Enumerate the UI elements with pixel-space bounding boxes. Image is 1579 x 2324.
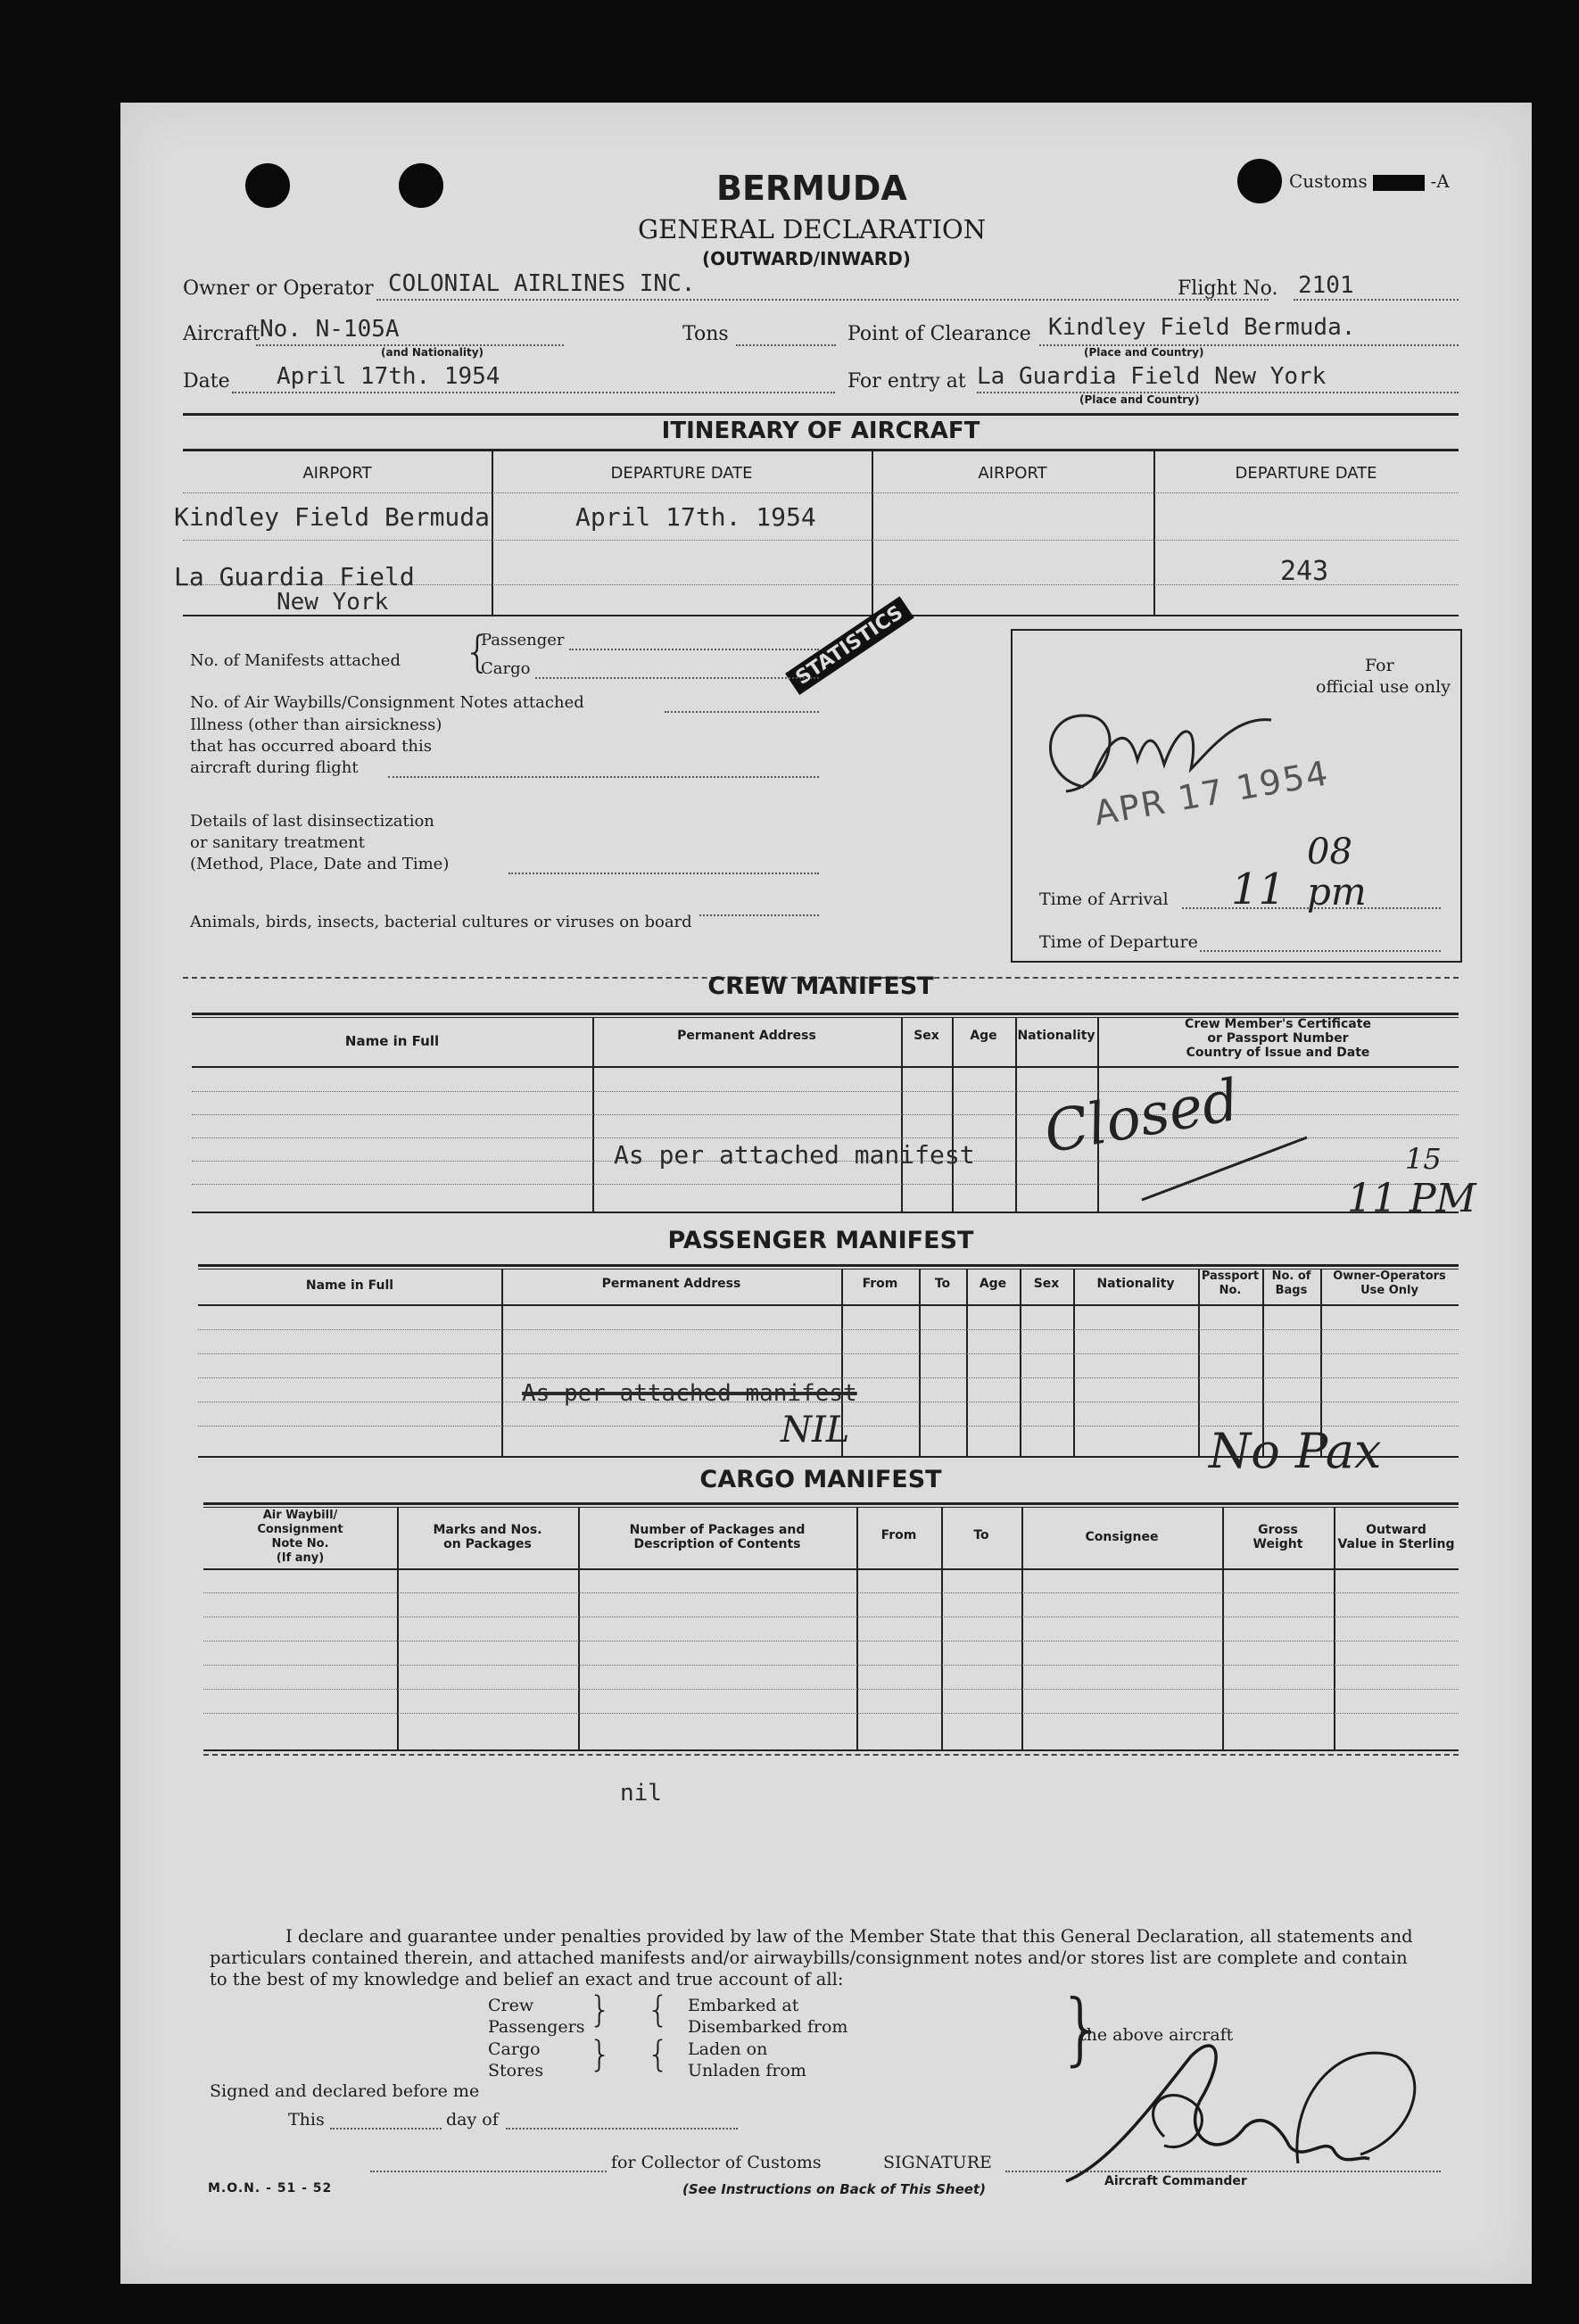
itinerary-col-airport-1: AIRPORT <box>302 464 372 483</box>
crew-col-age: Age <box>970 1029 997 1043</box>
departure-time-label: Time of Departure <box>1039 932 1198 952</box>
manifests-label: No. of Manifests attached <box>190 651 401 670</box>
itinerary-title: ITINERARY OF AIRCRAFT <box>661 418 980 444</box>
illness-line2: that has occurred aboard this <box>190 737 432 756</box>
customs-label-text: Customs <box>1289 170 1368 192</box>
owner-value: COLONIAL AIRLINES INC. <box>388 270 696 297</box>
pax-nil-note: NIL <box>781 1410 850 1451</box>
cargo-col-waybill-line3: Note No. <box>271 1537 329 1551</box>
disinsect-line1: Details of last disinsectization <box>190 812 434 831</box>
cargo-col-waybill-line1: Air Waybill/ <box>262 1509 338 1522</box>
cargo-col-waybill-line4: (If any) <box>276 1551 325 1565</box>
declaration-form <box>120 103 1532 2284</box>
crew-closed-time: 11 PM <box>1347 1176 1476 1221</box>
cargo-col-marks-line2: on Packages <box>443 1537 532 1551</box>
arrival-minute: 08 <box>1307 831 1352 873</box>
crew-closed-strike <box>1137 1129 1316 1209</box>
form-title: BERMUDA <box>716 169 907 208</box>
official-use-label: official use only <box>1316 677 1451 697</box>
cargo-col-gross-line2: Weight <box>1252 1537 1303 1551</box>
statistics-stamp: STATISTICS <box>785 596 914 695</box>
official-use-box <box>1011 629 1462 963</box>
manifests-brace: { <box>464 627 492 677</box>
brace-4: { <box>647 2034 670 2075</box>
cargo-col-marks-line1: Marks and Nos. <box>433 1523 542 1537</box>
pax-col-passport-line2: No. <box>1219 1284 1242 1297</box>
pax-col-address: Permanent Address <box>601 1277 741 1291</box>
decl-cargo: Cargo <box>488 2039 541 2059</box>
crew-col-cert-line3: Country of Issue and Date <box>1186 1046 1370 1060</box>
itinerary-col-departure-1: DEPARTURE DATE <box>610 464 753 483</box>
pax-no-pax-note: No Pax <box>1209 1423 1382 1479</box>
pax-struck-entry: As per attached manifest <box>522 1380 857 1407</box>
aircraft-label: Aircraft <box>183 323 260 345</box>
arrival-pm: pm <box>1307 870 1367 914</box>
decl-laden: Laden on <box>688 2039 768 2059</box>
decl-this: This <box>288 2110 325 2130</box>
decl-signature-label: SIGNATURE <box>883 2153 992 2172</box>
clearance-label: Point of Clearance <box>847 323 1031 345</box>
decl-crew: Crew <box>488 1996 534 2015</box>
entry-note: (Place and Country) <box>1079 393 1200 406</box>
crew-col-sex: Sex <box>914 1029 939 1043</box>
punch-hole-center <box>399 163 443 208</box>
itinerary-row1-date: April 17th. 1954 <box>575 502 816 532</box>
disinsect-line3: (Method, Place, Date and Time) <box>190 855 450 873</box>
itinerary-col-airport-2: AIRPORT <box>978 464 1047 483</box>
itinerary-row2-airport-line2: New York <box>277 589 389 616</box>
declaration-line1: I declare and guarantee under penalties provided by law of the Member State that this General Declaration, all statements and <box>285 1926 1413 1947</box>
decl-passengers: Passengers <box>488 2017 585 2037</box>
official-for-label: For <box>1365 656 1394 675</box>
form-direction: (OUTWARD/INWARD) <box>702 248 911 269</box>
pax-col-owner-line1: Owner-Operators <box>1333 1270 1446 1283</box>
decl-collector: for Collector of Customs <box>611 2153 822 2172</box>
decl-stores: Stores <box>488 2061 544 2080</box>
flight-value: 2101 <box>1298 272 1354 299</box>
pax-col-passport-line1: Passport <box>1201 1270 1260 1283</box>
crew-col-nationality: Nationality <box>1017 1029 1095 1043</box>
cargo-col-gross-line1: Gross <box>1258 1523 1298 1537</box>
waybills-label: No. of Air Waybills/Consignment Notes attached <box>190 693 584 712</box>
crew-col-cert-line2: or Passport Number <box>1207 1031 1349 1046</box>
pax-col-bags-line2: Bags <box>1275 1284 1308 1297</box>
punch-hole-left <box>245 163 290 208</box>
crew-col-address: Permanent Address <box>677 1029 816 1043</box>
decl-instructions: (See Instructions on Back of This Sheet) <box>682 2181 986 2197</box>
illness-line3: aircraft during flight <box>190 758 359 777</box>
brace-2: } <box>589 2034 612 2075</box>
commander-signature <box>1057 2003 1432 2208</box>
cargo-title: CARGO MANIFEST <box>699 1466 942 1493</box>
crew-closed-note: Closed <box>1039 1067 1244 1167</box>
cargo-col-waybill-line2: Consignment <box>257 1523 343 1536</box>
date-value: April 17th. 1954 <box>277 363 500 390</box>
crew-entry: As per attached manifest <box>614 1140 975 1170</box>
itinerary-row1-airport: Kindley Field Bermuda <box>174 502 491 532</box>
cargo-col-consignee: Consignee <box>1085 1530 1159 1544</box>
animals-label: Animals, birds, insects, bacterial cultures or viruses on board <box>190 913 698 931</box>
tons-label: Tons <box>682 323 729 345</box>
illness-line1: Illness (other than airsickness) <box>190 715 442 734</box>
cargo-count-label: Cargo <box>481 659 531 678</box>
itinerary-row2-airport-line1: La Guardia Field <box>174 562 415 591</box>
owner-label: Owner or Operator <box>183 277 374 300</box>
date-label: Date <box>183 370 230 393</box>
crew-col-name: Name in Full <box>344 1033 440 1049</box>
pax-col-from: From <box>862 1277 898 1291</box>
crew-title: CREW MANIFEST <box>707 972 934 1000</box>
entry-label: For entry at <box>847 370 966 393</box>
declaration-line3: to the best of my knowledge and belief an exact and true account of all: <box>210 1969 844 1989</box>
clearance-note: (Place and Country) <box>1084 346 1204 359</box>
decl-embarked: Embarked at <box>688 1996 799 2015</box>
pax-col-owner-line2: Use Only <box>1360 1284 1418 1297</box>
crew-col-cert-line1: Crew Member's Certificate <box>1185 1017 1371 1031</box>
pax-col-to: To <box>934 1277 951 1291</box>
cargo-col-outward-line1: Outward <box>1366 1523 1426 1537</box>
decl-above-aircraft: the above aircraft <box>1079 2025 1234 2045</box>
brace-3: { <box>647 1989 670 2030</box>
pax-col-nationality: Nationality <box>1096 1277 1175 1291</box>
entry-value: La Guardia Field New York <box>977 363 1327 390</box>
clearance-value: Kindley Field Bermuda. <box>1048 314 1356 341</box>
flight-label: Flight No. <box>1178 277 1278 300</box>
itinerary-col-departure-2: DEPARTURE DATE <box>1235 464 1377 483</box>
pax-col-age: Age <box>979 1277 1007 1291</box>
decl-unladen: Unladen from <box>688 2061 806 2080</box>
decl-form-no: M.O.N. - 51 - 52 <box>208 2181 333 2196</box>
passenger-count-label: Passenger <box>481 631 565 649</box>
pax-col-bags-line1: No. of <box>1271 1270 1311 1283</box>
cargo-entry: nil <box>620 1780 662 1807</box>
decl-disembarked: Disembarked from <box>688 2017 848 2037</box>
pax-col-name: Name in Full <box>305 1278 394 1293</box>
customs-label <box>1289 170 1450 192</box>
decl-day-of: day of <box>446 2110 499 2130</box>
cargo-col-to: To <box>973 1528 989 1542</box>
decl-commander: Aircraft Commander <box>1104 2174 1247 2188</box>
aircraft-note: (and Nationality) <box>381 346 484 359</box>
aircraft-value: No. N-105A <box>260 316 400 343</box>
itinerary-row2-number: 243 <box>1280 556 1329 587</box>
decl-brace-big: } <box>1057 1982 1107 2074</box>
arrival-hour: 11 <box>1231 864 1286 914</box>
cargo-col-number-line1: Number of Packages and <box>629 1523 806 1537</box>
customs-suffix: -A <box>1430 170 1450 192</box>
cargo-col-number-line2: Description of Contents <box>633 1537 801 1551</box>
form-subtitle: GENERAL DECLARATION <box>638 214 987 244</box>
crew-closed-minute: 15 <box>1405 1142 1442 1176</box>
disinsect-line2: or sanitary treatment <box>190 833 365 852</box>
pax-col-sex: Sex <box>1033 1277 1060 1291</box>
cargo-col-outward-line2: Value in Sterling <box>1337 1537 1455 1551</box>
cargo-col-from: From <box>880 1528 917 1542</box>
passenger-title: PASSENGER MANIFEST <box>667 1227 974 1254</box>
official-date-stamp: APR 17 1954 <box>1091 753 1333 833</box>
declaration-line2: particulars contained therein, and attached manifests and/or airwaybills/consignment notes and/or stores list are complete and contain <box>210 1948 1408 1968</box>
punch-hole-right <box>1237 159 1282 203</box>
arrival-label: Time of Arrival <box>1039 889 1169 909</box>
brace-1: } <box>589 1989 612 2030</box>
decl-signed-before: Signed and declared before me <box>210 2081 480 2101</box>
